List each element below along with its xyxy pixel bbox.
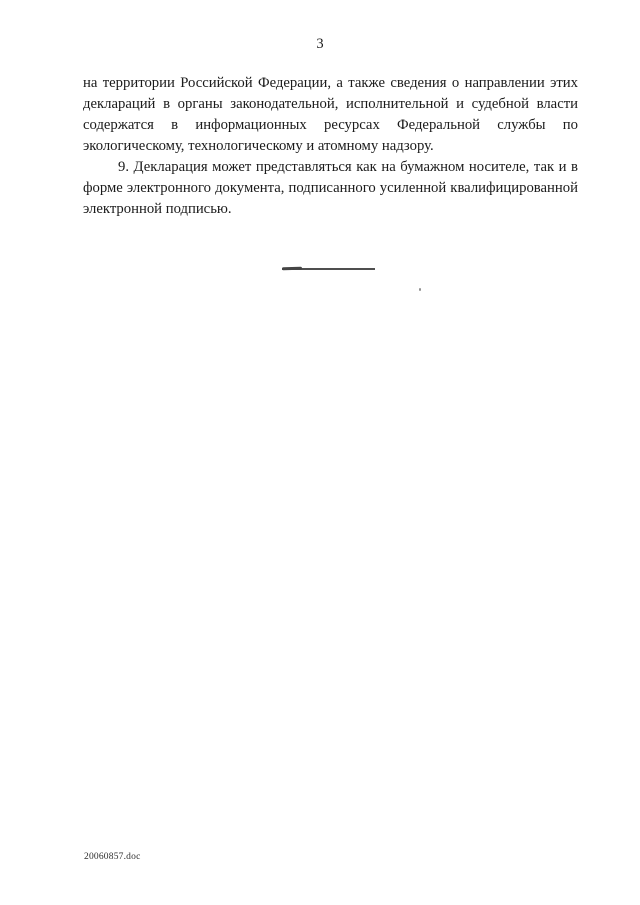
divider-pen-stroke (282, 267, 302, 271)
footer-filename: 20060857.doc (84, 852, 141, 862)
paragraph-item-9: 9. Декларация может представляться как на бумажном носителе, так и в форме электронного документа, подписанного усиленной квалифицированной электронной подписью. (83, 159, 578, 217)
document-body-text (83, 73, 578, 220)
paragraph-continuation: на территории Российской Федерации, а также сведения о направлении этих деклараций в органы законодательной, исполнительной и судебной власти содержатся в информационных ресурсах Федеральной службы по экологическому, технологическому и атомному надзору. (83, 75, 578, 154)
page-number: 3 (316, 36, 324, 52)
section-divider-line (282, 268, 375, 270)
scan-speck-dot (419, 288, 421, 291)
